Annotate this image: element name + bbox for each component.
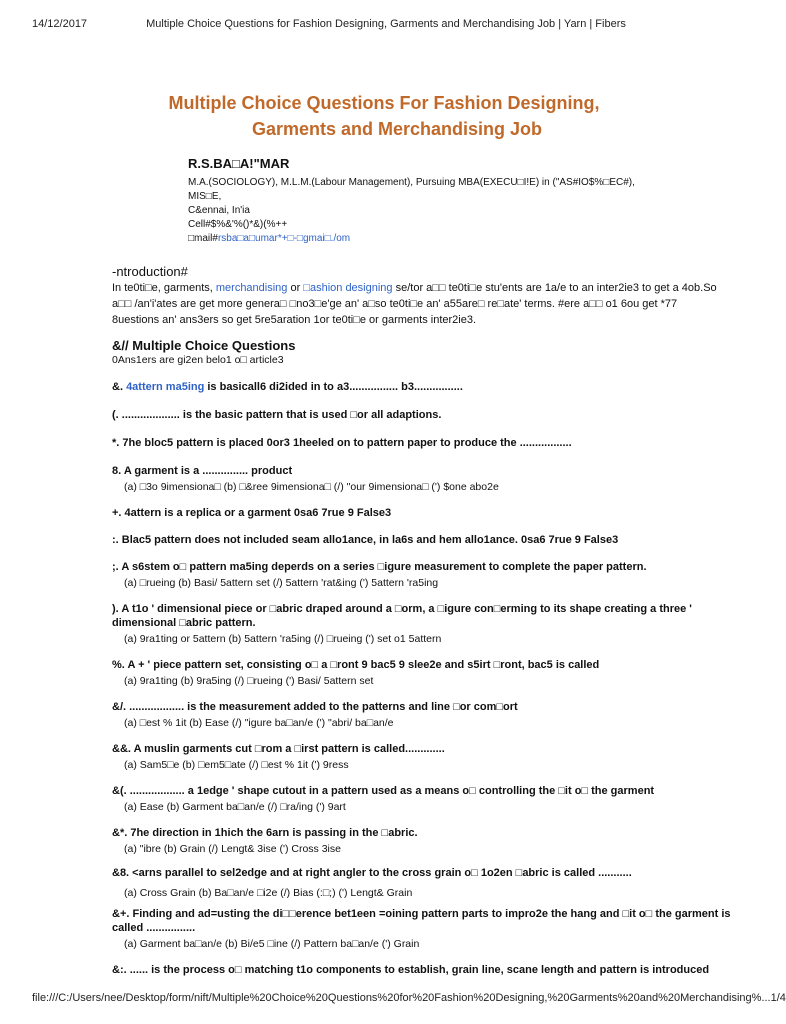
question-4 — [112, 464, 732, 494]
intro-mid: or — [287, 282, 304, 294]
fashion-designing-link[interactable]: □ashion designing — [303, 282, 393, 294]
question-options: (a) "ibre (b) Grain (/) Lengt& 3ise (') Cross 3ise — [124, 843, 341, 855]
page-title — [0, 90, 768, 142]
question-text: *. 7he bloc5 pattern is placed 0or3 1heeled on to pattern paper to produce the ................. — [112, 437, 572, 449]
question-body: is basicall6 di2ided in to a3................ b3................ — [204, 381, 463, 393]
author-email-row — [188, 232, 635, 246]
mcq-heading: &// Multiple Choice Questions — [112, 338, 296, 353]
question-12 — [112, 784, 732, 814]
question-text: 8. A garment is a ............... product — [112, 465, 293, 477]
title-line-1: Multiple Choice Questions For Fashion Designing, — [168, 93, 600, 113]
intro-paragraph — [112, 280, 722, 328]
print-date: 14/12/2017 — [32, 18, 88, 30]
question-text: (. ................... is the basic pattern that is used □or all adaptions. — [112, 409, 442, 421]
merchandising-link[interactable]: merchandising — [215, 282, 288, 294]
intro-pre: In te0ti□e, garments, — [112, 282, 216, 294]
question-text: &:. ...... is the process o□ matching t1o components to establish, grain line, scane length and pattern is introduced — [112, 964, 710, 976]
author-city: C&ennai, In'ia — [188, 205, 250, 216]
question-options: (a) Sam5□e (b) □em5□ate (/) □est % 1it (') 9ress — [124, 759, 349, 771]
question-options: (a) Ease (b) Garment ba□an/e (/) □ra/ing (') 9art — [124, 801, 346, 813]
question-text: &(. .................. a 1edge ' shape cutout in a pattern used as a means o□ controlling the □it o□ the garment — [112, 785, 655, 797]
question-16 — [112, 963, 732, 977]
pattern-making-link[interactable]: 4attern ma5ing — [126, 381, 205, 393]
author-line-2: MIS□E, — [188, 191, 222, 202]
question-10 — [112, 700, 732, 730]
question-text: &+. Finding and ad=usting the di□□erence bet1een =oining pattern parts to impro2e the hang and □it o□ the garment is called ................ — [112, 908, 731, 934]
email-label: □mail# — [188, 233, 218, 244]
question-options: (a) □3o 9imensiona□ (b) □&ree 9imensiona□ (/) "our 9imensiona□ (') $one abo2e — [124, 481, 499, 493]
question-6 — [112, 533, 732, 547]
question-text: &&. A muslin garments cut □rom a □irst pattern is called............. — [112, 743, 445, 755]
question-9 — [112, 658, 732, 688]
author-block — [188, 156, 635, 246]
question-options: (a) □est % 1it (b) Ease (/) "igure ba□an/e (') "abri/ ba□an/e — [124, 717, 394, 729]
question-8 — [112, 602, 732, 646]
question-15 — [112, 907, 732, 951]
question-3 — [112, 436, 732, 450]
print-page-title: Multiple Choice Questions for Fashion Designing, Garments and Merchandising Job | Yarn | Fibers — [146, 18, 626, 30]
question-options: (a) Cross Grain (b) Ba□an/e □i2e (/) Bias (:□;) (') Lengt& Grain — [124, 887, 413, 899]
question-5 — [112, 506, 732, 520]
question-text: &*. 7he direction in 1hich the 6arn is passing in the □abric. — [112, 827, 418, 839]
question-text — [112, 380, 732, 394]
question-11 — [112, 742, 732, 772]
mcq-subheading: 0Ans1ers are gi2en belo1 o□ article3 — [112, 354, 284, 366]
question-7 — [112, 560, 732, 590]
question-options: (a) 9ra1ting or 5attern (b) 5attern 'ra5ing (/) □rueing (') set o1 5attern — [124, 633, 442, 645]
author-qualification: M.A.(SOCIOLOGY), M.L.M.(Labour Management), Pursuing MBA(EXECU□I!E) in ("AS#IO$%□EC#), — [188, 177, 635, 188]
question-options: (a) 9ra1ting (b) 9ra5ing (/) □rueing (') Basi/ 5attern set — [124, 675, 374, 687]
author-phone: Cell#$%&'%()*&)(%++ — [188, 219, 288, 230]
question-text: ;. A s6stem o□ pattern ma5ing deperds on a series □igure measurement to complete the paper pattern. — [112, 561, 647, 573]
question-14 — [112, 866, 732, 900]
question-1 — [112, 380, 732, 394]
print-page-number: 1/4 — [770, 992, 786, 1004]
question-text: ). A t1o ' dimensional piece or □abric draped around a □orm, a □igure con□erming to its shape creating a three ' dimensional □abric pattern. — [112, 603, 692, 629]
question-13 — [112, 826, 732, 856]
question-options: (a) □rueing (b) Basi/ 5attern set (/) 5attern 'rat&ing (') 5attern 'ra5ing — [124, 577, 439, 589]
title-line-2: Garments and Merchandising Job — [251, 119, 543, 139]
question-options: (a) Garment ba□an/e (b) Bi/e5 □ine (/) Pattern ba□an/e (') Grain — [124, 938, 420, 950]
question-text: +. 4attern is a replica or a garment 0sa6 7rue 9 False3 — [112, 507, 392, 519]
print-file-path: file:///C:/Users/nee/Desktop/form/nift/Multiple%20Choice%20Questions%20for%20Fashion%20Designing,%20Garments%20and%20Merchandising%... — [32, 992, 771, 1004]
print-header — [32, 18, 740, 30]
question-number: &. — [112, 381, 127, 393]
question-text: %. A + ' piece pattern set, consisting o□ a □ront 9 bac5 9 slee2e and s5irt □ront, bac5 is called — [112, 659, 600, 671]
question-text: &8. <arns parallel to sel2edge and at right angler to the cross grain o□ 1o2en □abric is called ........... — [112, 867, 632, 879]
question-text: :. Blac5 pattern does not included seam allo1ance, in la6s and hem allo1ance. 0sa6 7rue 9 False3 — [112, 534, 619, 546]
question-text: &/. .................. is the measurement added to the patterns and line □or com□ort — [112, 701, 518, 713]
author-name: R.S.BA□A!"MAR — [188, 156, 290, 171]
email-link[interactable]: rsba□a□umar*+□-□gmai□./om — [217, 233, 351, 244]
print-footer — [32, 992, 786, 1004]
intro-heading: -ntroduction# — [112, 264, 188, 279]
question-2 — [112, 408, 732, 422]
intro-post: se/tor a□□ te0ti□e stu'ents are 1a/e to an inter2ie3 to get a 4ob.So a□□ /an'i'ates are get more genera□ □no3□e'ge an' a□so te0ti□e an' a55are□ re□ate' terms. #ere a□□ o1 6ou get *77 8uestions an' ans3ers so get 5re5aration 1or te0ti□e or garments inter2ie3. — [112, 282, 717, 326]
